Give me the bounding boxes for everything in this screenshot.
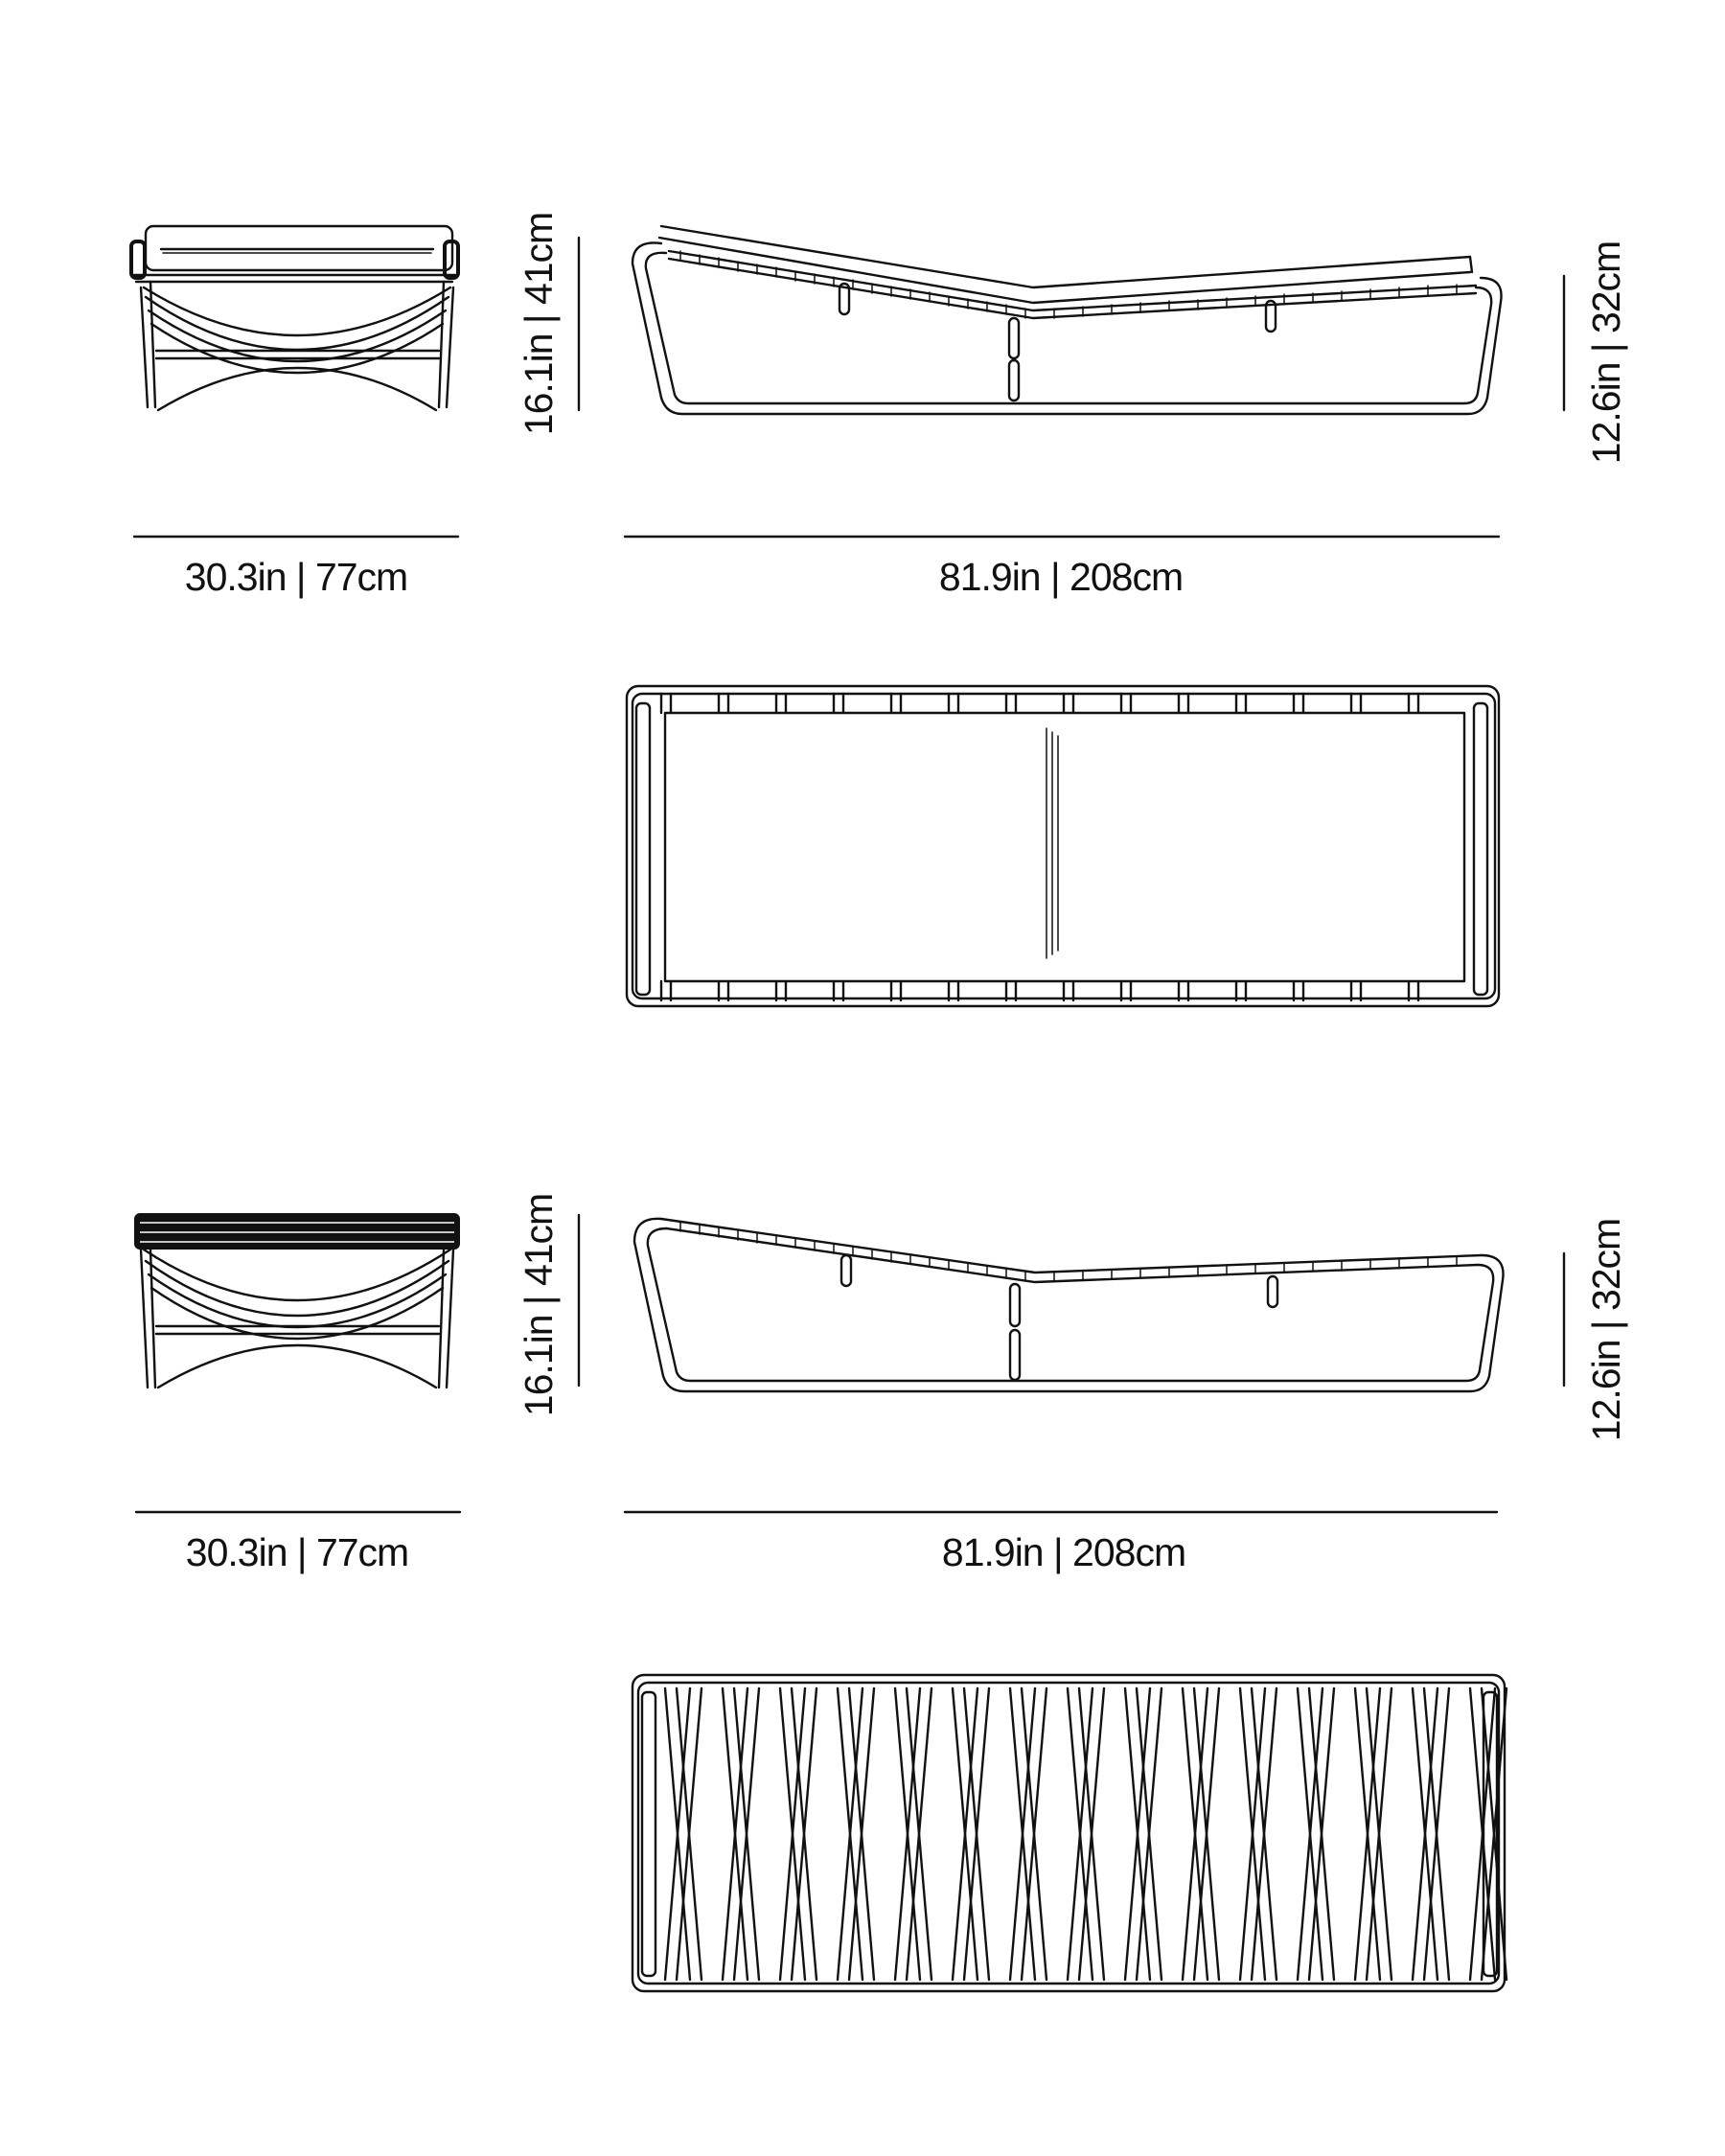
top-webbing-top-edge (661, 694, 1418, 713)
front-height-label: 16.1in | 41cm (517, 1193, 561, 1417)
side-length-label: 81.9in | 208cm (941, 1530, 1186, 1574)
variant-cushion (131, 213, 1628, 1006)
variant-woven (134, 1194, 1628, 1991)
front-height-label: 16.1in | 41cm (517, 212, 561, 436)
front-width-label: 30.3in | 77cm (185, 1530, 409, 1574)
side-height-label: 12.6in | 32cm (1584, 241, 1628, 465)
cushion-outline (665, 713, 1464, 981)
front-view-cushion (131, 226, 458, 410)
side-view-woven (634, 1219, 1504, 1391)
top-view-woven (632, 1675, 1506, 1991)
front-width-label: 30.3in | 77cm (184, 555, 408, 599)
top-view-cushion (627, 686, 1499, 1006)
side-length-label: 81.9in | 208cm (938, 555, 1184, 599)
woven-webbing-pattern (665, 1688, 1506, 1980)
side-height-label: 12.6in | 32cm (1584, 1218, 1628, 1442)
side-view-cushion (632, 226, 1502, 414)
front-view-woven (134, 1213, 460, 1388)
